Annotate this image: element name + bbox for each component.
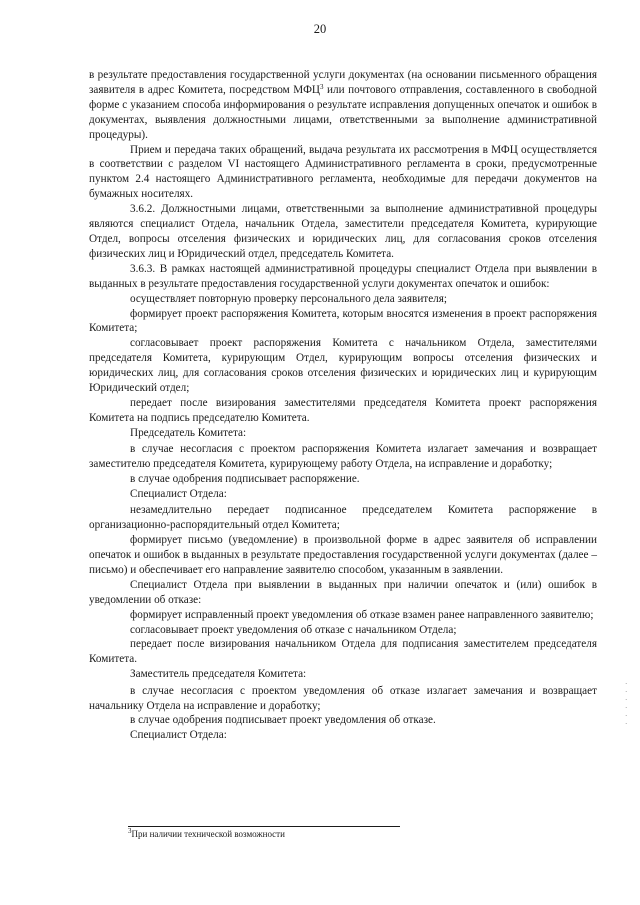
page-number: 20 xyxy=(313,22,327,36)
paragraph-text: передает после визирования заместителями председателя Комитета проект распоряжения Комитета на подпись председателю Комитета. xyxy=(89,396,597,424)
paragraph-text: 3.6.2. Должностными лицами, ответственными за выполнение административной процедуры являются специалист Отдела, начальник Отдела, заместители председателя Комитета, курирующие Отдел, вопросы отселения физических и юридических лиц, для согласования сроков отселения физических лиц и Юридический отдел, председатель Комитета. xyxy=(89,203,597,260)
paragraph xyxy=(89,637,597,667)
margin-binding-marks: · · · · · · xyxy=(625,680,628,728)
paragraph xyxy=(89,396,597,426)
footnote-mark: 3 xyxy=(128,827,132,835)
paragraph-text: Прием и передача таких обращений, выдача результата их рассмотрения в МФЦ осуществляется в соответствии с разделом VI настоящего Административного регламента в сроки, предусмотренные пунктом 2.4 настоящего Административного регламента, необходимые для передачи документов на бумажных носителях. xyxy=(89,143,597,201)
paragraph-text: Специалист Отдела: xyxy=(130,487,227,500)
paragraph-text: Специалист Отдела при выявлении в выданных при наличии опечаток и (или) ошибок в уведомлении об отказе: xyxy=(89,578,597,606)
paragraph-text: в результате предоставления государственной услуги документах (на основании письменного обращения заявителя в адрес Комитета, посредством МФЦ xyxy=(89,69,597,96)
paragraph-text: передает после визирования начальником Отдела для подписания заместителем председателя Комитета. xyxy=(89,638,597,666)
paragraph-text: незамедлительно передает подписанное председателем Комитета распоряжение в организационно-распорядительный отдел Комитета; xyxy=(89,504,597,532)
paragraph xyxy=(89,68,597,143)
paragraph xyxy=(89,533,597,578)
paragraph-text-continued: или почтового отправления, составленного в свободной форме с указанием способа информирования о результате исправления допущенных опечаток и ошибок в документах, выявления должностными лицами, ответственными за выполнение административной процедуры). xyxy=(89,83,597,141)
paragraph-text: осуществляет повторную проверку персонального дела заявителя; xyxy=(130,292,447,305)
footnote-text: При наличии технической возможности xyxy=(131,829,285,839)
paragraph xyxy=(89,684,597,714)
paragraph xyxy=(89,143,597,203)
paragraph xyxy=(89,292,597,307)
paragraph-text: формирует письмо (уведомление) в произвольной форме в адрес заявителя об исправлении опечаток и ошибок в выданных в результате предоставления государственной услуги документах (далее – письмо) и обеспечивает его направление заявителю способом, указанным в заявлении. xyxy=(89,534,597,576)
paragraph xyxy=(89,667,597,682)
paragraph xyxy=(89,472,597,487)
paragraph xyxy=(89,336,597,396)
footnote-separator xyxy=(128,826,400,827)
paragraph xyxy=(89,202,597,262)
paragraph-text: согласовывает проект уведомления об отказе с начальником Отдела; xyxy=(130,623,457,636)
footnote xyxy=(128,829,285,840)
paragraph-text: в случае одобрения подписывает распоряжение. xyxy=(130,472,360,485)
paragraph xyxy=(89,426,597,441)
paragraph xyxy=(89,623,597,638)
paragraph-text: в случае несогласия с проектом распоряжения Комитета излагает замечания и возвращает заместителю председателя Комитета, курирующему работу Отдела, на исправление и доработку; xyxy=(89,443,597,471)
paragraph xyxy=(89,442,597,472)
paragraph xyxy=(89,608,597,623)
paragraph-text: формирует проект распоряжения Комитета, которым вносятся изменения в проект распоряжения Комитета; xyxy=(89,307,597,335)
paragraph xyxy=(89,503,597,533)
body-text xyxy=(89,68,597,745)
paragraph xyxy=(89,713,597,728)
footnote-reference: 3 xyxy=(320,82,324,91)
paragraph xyxy=(89,578,597,608)
paragraph-text: в случае одобрения подписывает проект уведомления об отказе. xyxy=(130,714,436,727)
paragraph-text: Заместитель председателя Комитета: xyxy=(130,668,307,681)
paragraph xyxy=(89,262,597,292)
paragraph-text: Специалист Отдела: xyxy=(130,729,227,742)
paragraph-text: согласовывает проект распоряжения Комитета с начальником Отдела, заместителями председателя Комитета, курирующим Отдел, курирующим вопросы отселения физических и юридических лиц, для согласования сроков отселения физических и юридических лиц и курирующим Юридический отдел; xyxy=(89,337,597,395)
paragraph xyxy=(89,487,597,502)
paragraph xyxy=(89,307,597,337)
paragraph xyxy=(89,728,597,743)
paragraph-text: Председатель Комитета: xyxy=(130,426,247,439)
paragraph-text: в случае несогласия с проектом уведомления об отказе излагает замечания и возвращает начальнику Отдела на исправление и доработку; xyxy=(89,684,597,712)
paragraph-text: 3.6.3. В рамках настоящей административной процедуры специалист Отдела при выявлении в выданных в результате предоставления государственной услуги документах опечаток и ошибок: xyxy=(89,262,597,290)
paragraph-text: формирует исправленный проект уведомления об отказе взамен ранее направленного заявителю; xyxy=(130,608,594,621)
